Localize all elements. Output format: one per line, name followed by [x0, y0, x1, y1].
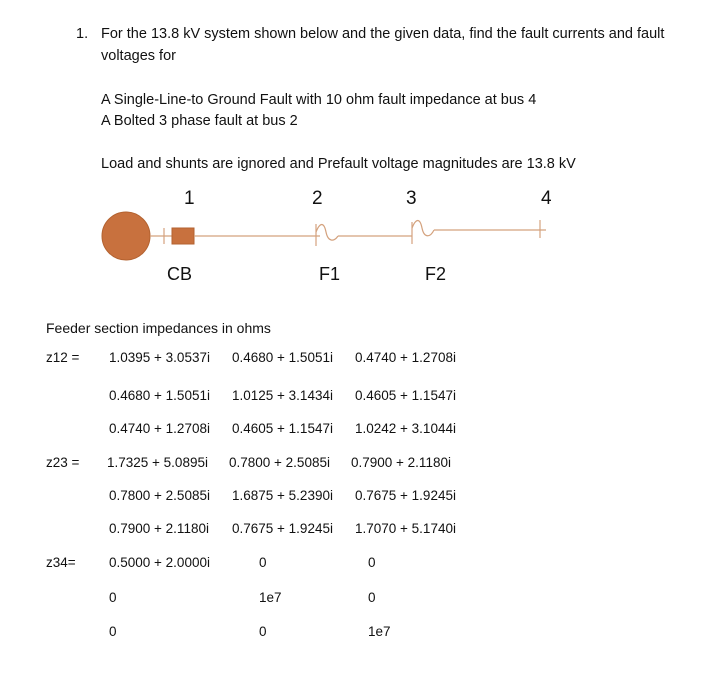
one-line-diagram — [0, 0, 719, 300]
f1-label: F1 — [319, 264, 341, 284]
z23-cell: 0.7675 + 1.9245i — [232, 521, 333, 536]
fault-a-text: A Single-Line-to Ground Fault with 10 ohm fault impedance at bus 4 — [101, 92, 537, 108]
z23-cell: 0.7800 + 2.5085i — [229, 455, 330, 470]
z23-cell: 1.6875 + 5.2390i — [232, 488, 333, 503]
cb-label: CB — [167, 264, 193, 284]
z34-cell: 0 — [109, 590, 117, 605]
bus-label-3: 3 — [406, 188, 417, 209]
z23-cell: 1.7325 + 5.0895i — [107, 455, 208, 470]
source-generator — [102, 212, 150, 260]
circuit-breaker — [172, 228, 194, 244]
z23-cell: 0.7900 + 2.1180i — [109, 521, 209, 536]
z34-cell: 0.5000 + 2.0000i — [109, 555, 210, 570]
problem-line-1: For the 13.8 kV system shown below and the given data, find the fault currents and fault — [101, 26, 665, 42]
z23-cell: 0.7900 + 2.1180i — [351, 455, 451, 470]
z12-cell: 0.4680 + 1.5051i — [232, 350, 333, 365]
z12-cell: 0.4740 + 1.2708i — [109, 421, 210, 436]
z12-cell: 0.4680 + 1.5051i — [109, 388, 210, 403]
z12-cell: 0.4605 + 1.1547i — [355, 388, 456, 403]
z12-cell: 1.0395 + 3.0537i — [109, 350, 210, 365]
z34-cell: 0 — [109, 624, 117, 639]
z23-label: z23 = — [46, 455, 80, 470]
z34-label: z34= — [46, 555, 76, 570]
z34-cell: 1e7 — [259, 590, 282, 605]
z34-cell: 0 — [259, 555, 267, 570]
bus-label-2: 2 — [312, 188, 323, 209]
z12-cell: 0.4740 + 1.2708i — [355, 350, 456, 365]
z34-cell: 0 — [368, 555, 376, 570]
f2-label: F2 — [425, 264, 447, 284]
problem-line-2: voltages for — [101, 48, 176, 64]
fault-b-text: A Bolted 3 phase fault at bus 2 — [101, 113, 298, 129]
bus-label-1: 1 — [184, 188, 195, 209]
z23-cell: 1.7070 + 5.1740i — [355, 521, 456, 536]
impedance-heading: Feeder section impedances in ohms — [46, 320, 271, 336]
fuse-f1-icon — [316, 225, 338, 241]
z12-cell: 1.0125 + 3.1434i — [232, 388, 333, 403]
z34-cell: 1e7 — [368, 624, 391, 639]
z23-cell: 0.7675 + 1.9245i — [355, 488, 456, 503]
z34-cell: 0 — [259, 624, 267, 639]
z23-cell: 0.7800 + 2.5085i — [109, 488, 210, 503]
prefault-note: Load and shunts are ignored and Prefault voltage magnitudes are 13.8 kV — [101, 156, 576, 172]
bus-label-4: 4 — [541, 188, 552, 209]
problem-number: 1. — [76, 26, 89, 42]
z12-cell: 1.0242 + 3.1044i — [355, 421, 456, 436]
z12-label: z12 = — [46, 350, 80, 365]
z34-cell: 0 — [368, 590, 376, 605]
z12-cell: 0.4605 + 1.1547i — [232, 421, 333, 436]
fuse-f2-icon — [412, 221, 434, 236]
